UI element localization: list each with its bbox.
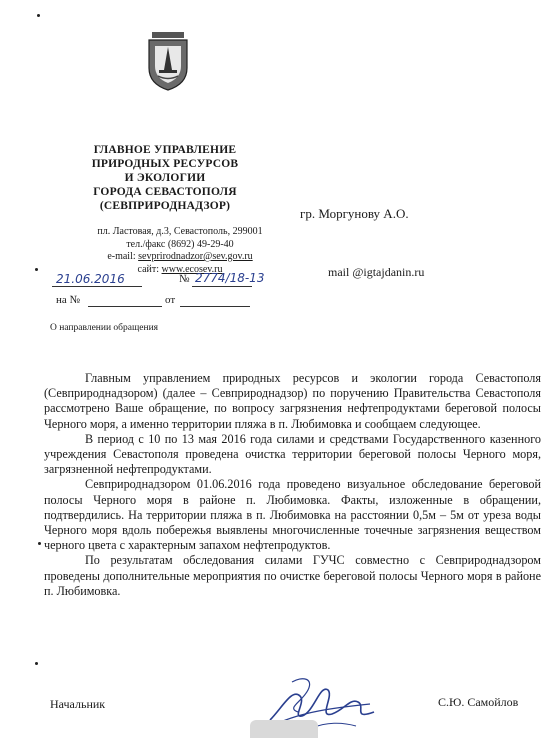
reference-number-blank	[88, 306, 162, 307]
letter-body	[44, 371, 541, 599]
registration-date: 21.06.2016	[56, 272, 125, 286]
reference-date-blank	[180, 306, 250, 307]
body-paragraph: Главным управлением природных ресурсов и экологии города Севастополя (Севприроднадзором) (далее – Севприроднадзор) по поручению Правительства Севастополя рассмотрено Ваше обращение, по вопросу загрязнения нефтепродуктами береговой полосы Черного моря, а именно территории пляжа в п. Любимовка и сообщаем следующее.	[44, 371, 541, 431]
org-contacts	[75, 226, 285, 276]
org-email-line	[75, 251, 285, 264]
body-paragraph: В период с 10 по 13 мая 2016 года силами и средствами Государственного казенного учреждения Севастополя проведена очистка территории береговой полосы Черного моря, загрязненной нефтепродуктами.	[44, 431, 541, 477]
reference-number-label: на №	[56, 294, 81, 306]
body-paragraph: По результатам обследования силами ГУЧС совместно с Севприроднадзором проведены дополнительные мероприятия по очистке береговой полосы Черного моря в районе п. Любимовка.	[44, 553, 541, 598]
org-line: (СЕВПРИРОДНАДЗОР)	[99, 200, 231, 212]
signer-position: Начальник	[50, 697, 106, 711]
site-link[interactable]: www.ecosev.ru	[161, 263, 223, 275]
org-line: ПРИРОДНЫХ РЕСУРСОВ	[91, 158, 239, 170]
scan-speck	[38, 542, 41, 545]
email-link[interactable]: sevprirodnadzor@sev.gov.ru	[138, 251, 253, 262]
org-line: ГЛАВНОЕ УПРАВЛЕНИЕ	[93, 144, 237, 156]
organization-name	[60, 143, 270, 213]
org-address: пл. Ластовая, д.3, Севастополь, 299001	[97, 226, 263, 237]
org-line: И ЭКОЛОГИИ	[124, 172, 206, 184]
reference-date-label: от	[165, 294, 176, 306]
email-label: e-mail:	[107, 251, 136, 262]
recipient-mail: mail @igtajdanin.ru	[328, 265, 425, 279]
org-phone: тел./факс (8692) 49-29-40	[126, 238, 234, 250]
scan-speck	[35, 268, 38, 271]
scan-artifact	[250, 720, 318, 738]
site-label: сайт:	[137, 263, 160, 275]
coat-of-arms-icon	[145, 30, 191, 92]
signer-name: С.Ю. Самойлов	[438, 695, 519, 709]
scan-speck	[37, 14, 40, 17]
scan-speck	[35, 662, 38, 665]
letter-subject: О направлении обращения	[50, 323, 159, 333]
recipient-name: гр. Моргунову А.О.	[300, 206, 409, 221]
number-underline	[192, 286, 252, 287]
number-sign: №	[179, 273, 190, 285]
date-underline	[52, 286, 142, 287]
org-line: ГОРОДА СЕВАСТОПОЛЯ	[93, 186, 237, 198]
registration-number: 2774/18-13	[195, 271, 265, 285]
body-paragraph: Севприроднадзором 01.06.2016 года проведено визуальное обследование береговой полосы Черного моря в районе п. Любимовка. Факты, изложенные в обращении, подтвердились. На территории пляжа в п. Любимовка на расстоянии 0,5м – 5м от уреза воды Черного моря вдоль побережья выявлены многочисленные точечные загрязнения веществом черного цвета с характерным запахом нефтепродуктов.	[44, 477, 541, 553]
